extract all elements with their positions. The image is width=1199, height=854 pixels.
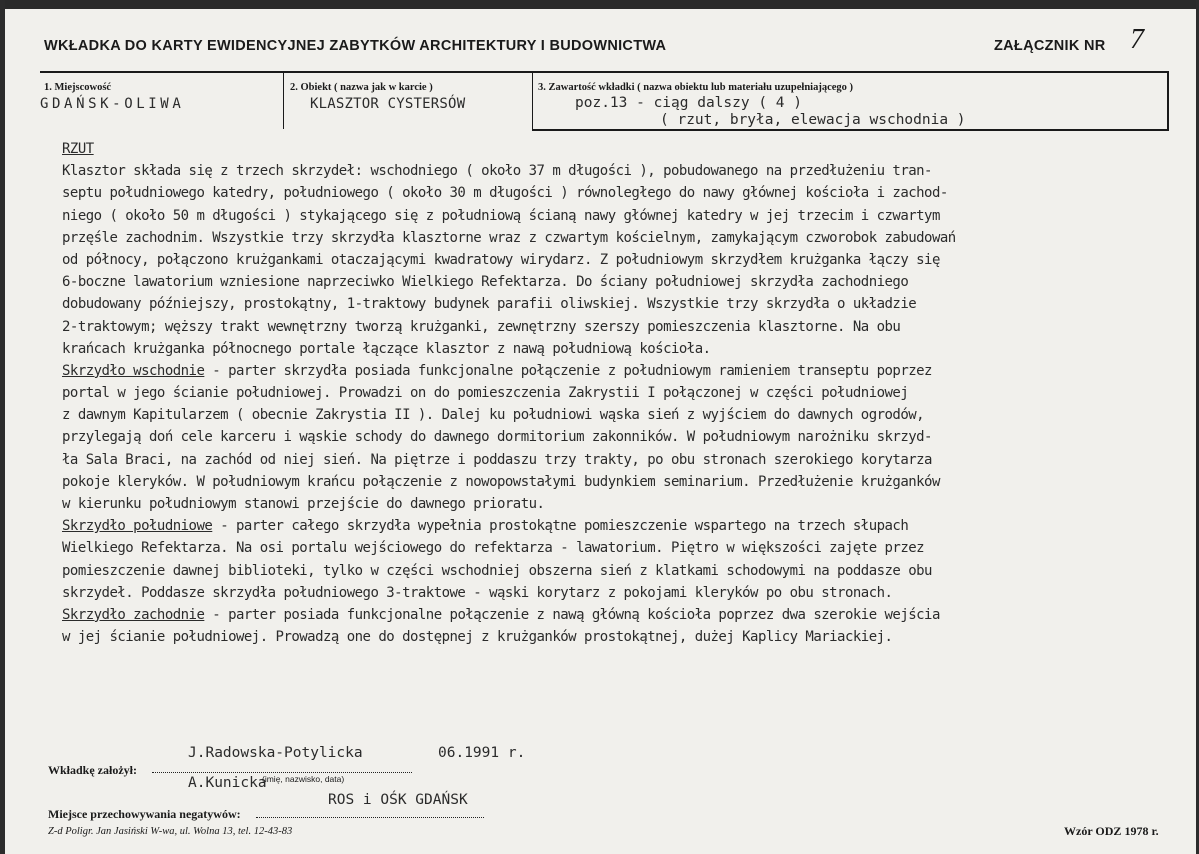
negatives-label: Miejsce przechowywania negatywów: <box>48 807 241 821</box>
body-line: ła Sala Braci, na zachód od niej sień. Na piętrze i poddaszu trzy trakty, po obu stronach szerokiego korytarza <box>62 451 932 468</box>
body-line: 2-traktowym; węższy trakt wewnętrzny tworzą krużganki, zewnętrzny szerszy pomieszczenia klasztorne. Na obu <box>62 318 901 335</box>
body-line: Klasztor składa się z trzech skrzydeł: wschodniego ( około 37 m długości ), pobudowanego na przedłużeniu tran- <box>62 163 932 180</box>
body-line: 6-boczne lawatorium wzniesione naprzeciwko Wielkiego Refektarza. Do ściany południowej skrzydła zachodniego <box>62 274 909 291</box>
entry-date: 06.1991 r. <box>438 745 526 761</box>
author-label: Wkładkę założył: <box>48 763 137 777</box>
body-line: septu południowego katedry, południowego ( około 30 m długości ) równoległego do nawy głównej kościoła i zachod- <box>62 185 948 202</box>
negatives-location: ROS i OŚK GDAŃSK <box>328 792 468 808</box>
section-west-first-line <box>62 604 1198 626</box>
printer-imprint: Z-d Poligr. Jan Jasiński W-wa, ul. Wolna 13, tel. 12-43-83 <box>48 826 293 837</box>
scan-edge-top <box>0 0 1199 9</box>
form-title: WKŁADKA DO KARTY EWIDENCYJNEJ ZABYTKÓW ARCHITEKTURY I BUDOWNICTWA <box>44 38 667 54</box>
field2-label: 2. Obiekt ( nazwa jak w karcie ) <box>290 82 433 93</box>
body-line: przęśle zachodnim. Wszystkie trzy skrzydła klasztorne wraz z czwartym kościelnym, zamykającym czworobok zabudowań <box>62 229 956 246</box>
section-heading: RZUT <box>62 141 94 157</box>
body-line: skrzydeł. Poddasze skrzydła południowego 3-traktowe - wąski korytarz z pokojami kleryków po obu stronach. <box>62 584 893 601</box>
body-line: pokoje kleryków. W południowym krańcu połączenie z nowopowstałymi budynkiem seminarium. Przedłużenie krużganków <box>62 473 940 490</box>
attachment-number: 7 <box>1130 24 1144 55</box>
field3-value-line2: ( rzut, bryła, elewacja wschodnia ) <box>660 112 966 128</box>
field-divider-1 <box>283 73 284 129</box>
body-line: w jej ścianie południowej. Prowadzą one do dostępnej z krużganków prostokątnej, dużej Kaplicy Mariackiej. <box>62 629 893 646</box>
attachment-label: ZAŁĄCZNIK NR <box>994 38 1106 54</box>
top-rule <box>40 71 1168 73</box>
field3-label: 3. Zawartość wkładki ( nazwa obiektu lub materiału uzupełniającego ) <box>538 82 854 93</box>
body-line-fragment: - parter skrzydła posiada funkcjonalne połączenie z południowym ramieniem transeptu poprzez <box>204 362 932 379</box>
body-line: Wielkiego Refektarza. Na osi portalu wejściowego do refektarza - lawatorium. Piętro w większości zajęte przez <box>62 540 925 557</box>
body-line: niego ( około 50 m długości ) stykającego się z południową ścianą nawy głównej katedry w jej trzecim i czwartym <box>62 207 940 224</box>
section-east-first-line <box>62 360 1198 382</box>
author-name-2: A.Kunicka <box>188 775 267 791</box>
field3-bottom-rule <box>532 129 1169 131</box>
section-south-title: Skrzydło południowe <box>62 518 213 535</box>
name-hint: (imię, nazwisko, data) <box>262 774 345 784</box>
field1-label: 1. Miejscowość <box>44 82 112 93</box>
field-right-border <box>1167 71 1169 131</box>
author-name-1: J.Radowska-Potylicka <box>188 745 363 761</box>
body-line-fragment: - parter posiada funkcjonalne połączenie z nawą główną kościoła poprzez dwa szerokie wejścia <box>204 606 940 623</box>
body-line-fragment: - parter całego skrzydła wypełnia prostokątne pomieszczenie wspartego na trzech słupach <box>212 518 909 535</box>
field2-value: KLASZTOR CYSTERSÓW <box>310 96 466 112</box>
description-body <box>62 138 1198 648</box>
body-line: przylegają doń cele karceru i wąskie schody do dawnego dormitorium zakonników. W południowym narożniku skrzyd- <box>62 429 932 446</box>
section-west-title: Skrzydło zachodnie <box>62 606 205 623</box>
body-line: w kierunku południowym stanowi przejście do dawnego prioratu. <box>62 496 545 512</box>
body-line: od północy, połączono krużgankami otaczającymi kwadratowy wirydarz. Z południowym skrzydłem krużganka łączy się <box>62 251 940 268</box>
body-line: z dawnym Kapitularzem ( obecnie Zakrystia II ). Dalej ku południowi wąska sień z wyjściem do dawnych ogrodów, <box>62 407 925 424</box>
negatives-dotted-line <box>256 817 484 818</box>
body-line: pomieszczenie dawnej biblioteki, tylko w części wschodniej obszerna sień z klatkami schodowymi na poddasze obu <box>62 562 932 579</box>
form-model-id: Wzór ODZ 1978 r. <box>1064 824 1159 838</box>
scan-edge-left <box>0 0 5 854</box>
body-line: krańcach krużganka północnego portale łączące klasztor z nawą południową kościoła. <box>62 340 711 357</box>
section-east-title: Skrzydło wschodnie <box>62 362 205 379</box>
field3-value-line1: poz.13 - ciąg dalszy ( 4 ) <box>575 95 802 111</box>
field1-value: GDAŃSK-OLIWA <box>40 96 185 112</box>
field-divider-2 <box>532 73 533 129</box>
section-south-first-line <box>62 515 1198 537</box>
body-line: portal w jego ścianie południowej. Prowadzi on do pomieszczenia Zakrystii I połączonej w części południowej <box>62 385 909 402</box>
author-dotted-line <box>152 772 412 773</box>
body-line: dobudowany późniejszy, prostokątny, 1-traktowy budynek parafii oliwskiej. Wszystkie trzy skrzydła o układzie <box>62 296 917 313</box>
